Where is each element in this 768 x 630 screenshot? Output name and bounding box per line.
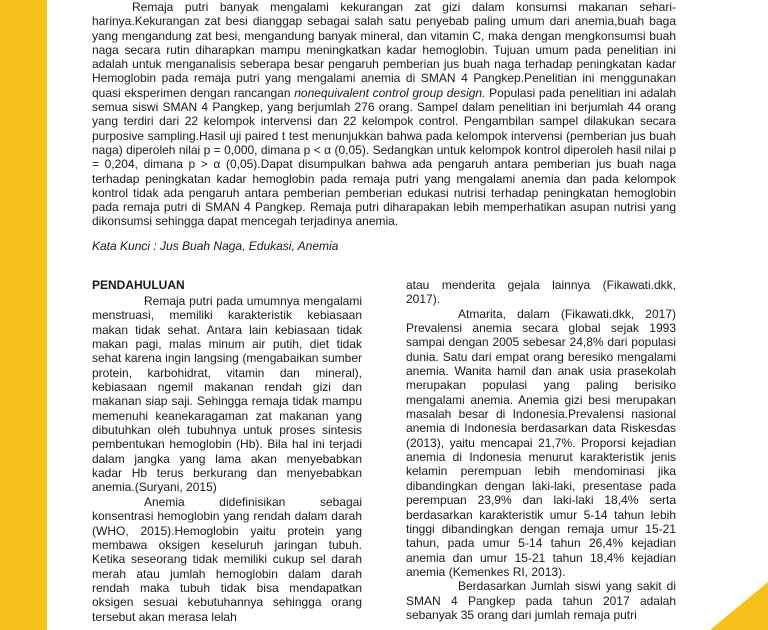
intro-paragraph-2: Anemia didefinisikan sebagai konsentrasi hemoglobin yang rendah dalam darah (WHO, 2015).Hemoglobin yaitu protein yang membawa oksigen keseluruh jaringan tubuh. Ketika seseorang tidak memiliki cukup sel darah merah atau jumlah hemoglobin dalam darah rendah maka tubuh tidak bisa mendapatkan oksigen sesuai kebutuhannya sehingga orang tersebut akan merasa lelah <box>92 494 362 624</box>
abstract-text-part1: Remaja putri banyak mengalami kekurangan zat gizi dalam konsumsi makanan sehari-harinya.Kekurangan zat besi dianggap sebagai salah satu penyebab paling umum dari anemia,buah baga yang mengandung zat besi, mengandung banyak mineral, dan vitamin C, maka dengan mengkonsumsi buah naga secara rutin diharapkan mampu meningkatkan kadar hemoglobin. Tujuan umum pada penelitian ini adalah untuk menganalisis seberapa besar pengaruh pemberian jus buah naga terhadap peningkatan kadar Hemoglobin pada remaja putri yang mengalami anemia di SMAN 4 Pangkep.Penelitian ini menggunakan quasi eksperimen dengan rancangan <box>92 0 676 100</box>
left-accent-bar <box>0 0 47 630</box>
abstract-text-part2: Populasi pada penelitian ini adalah semua siswi SMAN 4 Pangkep, yang berjumlah 276 orang. Sampel dalam penelitian ini berjumlah 44 orang yang terdiri dari 22 kelompok intervensi dan 22 kelompok control. Pengambilan sampel dilakukan secara purposive sampling.Hasil uji paired t test menunjukkan bahwa pada kelompok intervensi (pemberian jus buah naga) diperoleh nilai p = 0,000, dimana p < α (0,05). Sedangkan untuk kelompok kontrol diperoleh hasil nilai p = 0,204, dimana p > α (0,05).Dapat disumpulkan bahwa ada pengaruh antara pemberian jus buah naga terhadap peningkatan kadar hemoglobin pada remaja putri yang mengalami anemia dan pada kelompok kontrol tidak ada pengaruh antara pemberian pemberian edukasi nutrisi terhadap peningkatan hemoglobin pada remaja putri di SMAN 4 Pangkep. Remaja putri diharapakan lebih memperhatikan asupan nutrisi yang dikonsumsi sehingga dapat mencegah terjadinya anemia. <box>92 85 676 229</box>
intro-paragraph-1: Remaja putri pada umumnya mengalami menstruasi, memiliki karakteristik kebiasaan makan tidak sehat. Antara lain kebiasaan tidak makan pagi, malas minum air putih, diet tidak sehat karena ingin langsing (mengabaikan sumber protein, karbohidrat, vitamin dan mineral), kebiasaan ngemil makanan rendah gizi dan makanan siap saji. Sehingga remaja tidak mampu memenuhi keanekaragaman zat makanan yang dibutuhkan oleh tubuhnya untuk proses sintesis pembentukan hemoglobin (Hb). Bila hal ini terjadi dalam jangka yang lama akan menyebabkan kadar Hb terus berkurang dan menyebabkan anemia.(Suryani, 2015) <box>92 294 362 495</box>
left-column <box>92 278 362 624</box>
paper-page <box>92 0 676 630</box>
section-heading: PENDAHULUAN <box>92 278 185 292</box>
body-columns <box>92 278 676 624</box>
intro-paragraph-continued: atau menderita gejala lainnya (Fikawati.dkk, 2017). <box>406 278 676 307</box>
keywords: Kata Kunci : Jus Buah Naga, Edukasi, Anemia <box>92 238 339 253</box>
corner-accent-triangle <box>710 582 768 630</box>
intro-paragraph-3: Atmarita, dalam (Fikawati.dkk, 2017) Prevalensi anemia secara global sejak 1993 sampai dengan 2005 sebesar 24,8% dari populasi dunia. Satu dari empat orang beresiko mengalami anemia. Wanita hamil dan anak usia prasekolah merupakan populasi yang paling berisiko mengalami anemia. Anemia gizi besi merupakan masalah besar di Indonesia.Prevalensi nasional anemia di Indonesia berdasarkan data Riskesdas (2013), yaitu mencapai 21,7%. Proporsi kejadian anemia di Indonesia menurut karakteristik jenis kelamin perempuan lebih mendominasi jika dibandingkan dengan laki-laki, presentase pada perempuan 23,9% dan laki-laki 18,4% serta berdasarkan karakteristik umur 5-14 tahun lebih tinggi dibandingkan dengan remaja umur 15-21 tahun, pada umur 5-14 tahun 26,4% kejadian anemia dan umur 15-21 tahun 18,4% kejadian anemia (Kemenkes RI, 2013). <box>406 306 676 579</box>
abstract-design-term: nonequivalent control group design. <box>294 85 486 100</box>
intro-paragraph-4: Berdasarkan Jumlah siswi yang sakit di SMAN 4 Pangkep pada tahun 2017 adalah sebanyak 35 orang dari jumlah remaja putri <box>406 579 676 622</box>
right-column <box>406 278 676 624</box>
abstract-paragraph <box>92 0 676 229</box>
